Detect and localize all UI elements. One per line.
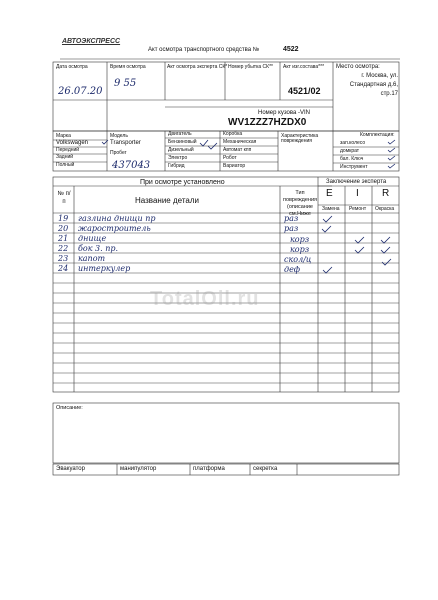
engine-diesel: Дизельный (168, 147, 194, 153)
kit-tools: Инструмент (340, 164, 368, 170)
col-part-name-header: Название детали (135, 196, 199, 205)
table-row-type: корз (290, 235, 310, 244)
col-i-sub: Ремонт (349, 206, 367, 212)
date-label: Дата осмотра (56, 64, 88, 70)
brand-label: Марка (56, 133, 71, 139)
act-composition-label: Акт изг.состава*** (283, 64, 325, 70)
act-composition-value: 4521/02 (288, 86, 321, 96)
table-row-name: днище (78, 234, 107, 243)
kit-wheel-key: бал. Ключ (340, 156, 364, 162)
table-row-type: деф (284, 265, 301, 274)
table-row-name: газлина днищи пр (78, 214, 156, 223)
place-value: г. Москва, ул. Стандартная д.6, стр.17 (349, 73, 398, 97)
place-label: Место осмотра: (336, 64, 380, 70)
table-row-name: интеркулер (78, 264, 131, 273)
table-row-name: капот (78, 254, 106, 263)
damage-characteristic-label: Характеристика повреждения (281, 133, 319, 144)
table-row-type: скол/ц (284, 255, 312, 264)
drive-full: Полный (56, 162, 75, 168)
time-label: Время осмотра (110, 64, 146, 70)
drive-front: Передний (56, 147, 80, 153)
gearbox-label: Коробка (223, 131, 243, 137)
engine-label: Двигатель (168, 131, 192, 137)
time-value: 9 55 (114, 78, 137, 89)
engine-petrol: Бензиновый (168, 139, 197, 145)
table-row-no: 21 (58, 234, 69, 243)
description-label: Описание: (56, 405, 83, 411)
table-row-no: 22 (58, 244, 69, 253)
col-damage-type-header: Тип повреждения (описание см.Ниже (282, 190, 318, 217)
col-r-sub: Окраска (375, 206, 395, 212)
table-row-name: жаростроитель (78, 224, 151, 233)
col-i-header: I (356, 188, 359, 199)
company-logo: АВТОЭКСПРЕСС (62, 38, 121, 45)
expert-act-label: Акт осмотра эксперта СК* (167, 64, 228, 70)
secretka-label: секретка (253, 466, 278, 472)
vin-value: WV1ZZZ7HZDX0 (228, 117, 307, 128)
gearbox-auto: Автомат кпп (223, 147, 252, 153)
col-number-header: № п/п (57, 191, 71, 205)
drive-rear: Задний (56, 154, 74, 160)
table-row-no: 23 (58, 254, 69, 263)
findings-section-title: При осмотре установлено (140, 179, 225, 186)
mileage-label: Пробег (110, 150, 127, 156)
kit-jack: домкрат (340, 148, 360, 154)
model-label: Модель (110, 133, 128, 139)
table-row-type: раз (284, 214, 299, 223)
evacuator-label: Эвакуатор (56, 466, 85, 472)
gearbox-robot: Робот (223, 155, 237, 161)
manipulator-label: манипулятор (120, 466, 157, 472)
document-title: Акт осмотра транспортного средства № (148, 47, 260, 53)
act-number: 4522 (283, 46, 299, 53)
table-row-no: 24 (58, 264, 69, 273)
gearbox-manual: Механическая (223, 139, 257, 145)
table-row-no: 19 (58, 214, 69, 223)
model-value: Transporter (110, 140, 141, 146)
engine-electric: Электро (168, 155, 188, 161)
brand-value: Volkswagen (56, 140, 89, 146)
vin-label: Номер кузова -VIN (258, 110, 310, 116)
kit-spare-wheel: зап.колесо (340, 140, 366, 146)
table-row-type: корз (290, 245, 310, 254)
engine-hybrid: Гибрид (168, 163, 185, 169)
date-value: 26.07.20 (58, 86, 103, 97)
table-row-no: 20 (58, 224, 69, 233)
kit-label: Комплектация: (360, 132, 395, 138)
platform-label: платформа (193, 466, 225, 472)
mileage-value: 437043 (112, 160, 151, 171)
loss-number-label: Номер убытка СК** (228, 64, 273, 70)
table-row-name: бок 3. пр. (78, 244, 119, 253)
col-e-header: E (326, 188, 333, 199)
table-row-type: раз (284, 224, 299, 233)
col-r-header: R (382, 188, 390, 199)
watermark: TotalOil.ru (150, 288, 260, 310)
col-e-sub: Замена (322, 206, 340, 212)
gearbox-cvt: Вариатор (223, 163, 246, 169)
conclusion-title: Заключение эксперта (326, 179, 387, 185)
